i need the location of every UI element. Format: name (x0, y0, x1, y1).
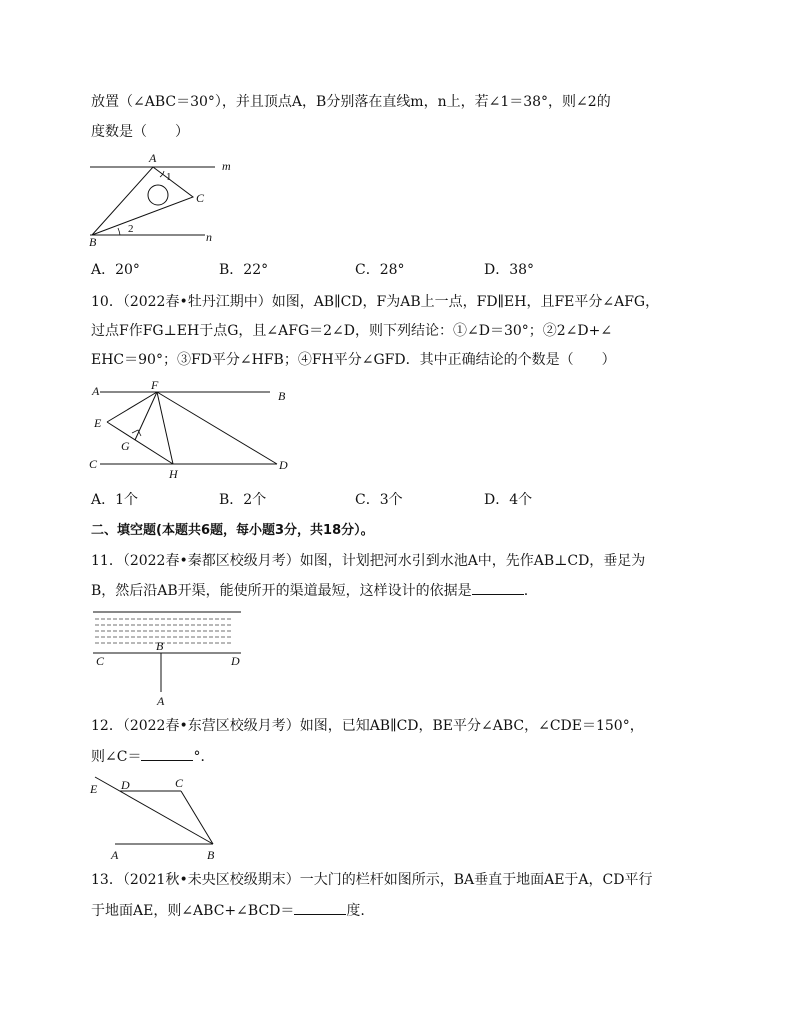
q10-label-C: C (89, 457, 98, 471)
q9-label-n: n (206, 230, 212, 244)
q10-label-A: A (92, 384, 100, 398)
q13-answer-blank[interactable] (294, 900, 346, 915)
q10-label-H: H (169, 467, 178, 481)
q12-text-line2-prefix: 则∠C＝ (91, 749, 142, 765)
q9-option-c[interactable]: C．28° (355, 262, 405, 278)
q13-text-line2-suffix: 度. (346, 903, 365, 919)
q9-label-A: A (149, 151, 157, 165)
q12-label-C: C (175, 776, 184, 790)
q11-text-line2-prefix: B，然后沿AB开渠，能使所开的渠道最短，这样设计的依据是 (91, 583, 472, 599)
q10-label-G: G (121, 439, 130, 453)
q10-text-line1: 10．（2022春•牡丹江期中）如图，AB∥CD，F为AB上一点，FD∥EH，且FE平分∠AFG， (91, 294, 660, 310)
q10-option-a[interactable]: A．1个 (91, 492, 139, 508)
q10-label-F: F (151, 378, 159, 392)
q11-label-D: D (231, 654, 240, 668)
q10-option-c[interactable]: C．3个 (355, 492, 403, 508)
q10-option-d[interactable]: D．4个 (484, 492, 533, 508)
q13-text-line2-prefix: 于地面AE，则∠ABC+∠BCD＝ (91, 903, 295, 919)
q10-option-b[interactable]: B．2个 (219, 492, 267, 508)
q12-label-A: A (111, 848, 119, 862)
q10-text-line2: 过点F作FG⊥EH于点G，且∠AFG＝2∠D，则下列结论：①∠D＝30°；②2∠D+∠ (91, 323, 613, 339)
q11-figure (85, 608, 255, 708)
q11-answer-blank[interactable] (472, 580, 524, 595)
q9-option-b[interactable]: B．22° (219, 262, 269, 278)
q10-label-D: D (279, 458, 288, 472)
q10-label-E: E (94, 416, 102, 430)
q12-label-B: B (207, 848, 215, 862)
section-heading-fill-in: 二、填空题(本题共6题，每小题3分，共18分）。 (91, 523, 374, 538)
q13-text-line1: 13．（2021秋•未央区校级期末）一大门的栏杆如图所示，BA垂直于地面AE于A，CD平行 (91, 872, 653, 888)
q12-answer-blank[interactable] (141, 746, 193, 761)
q11-text-line1: 11．（2022春•秦都区校级月考）如图，计划把河水引到水池A中，先作AB⊥CD，垂足为 (91, 553, 646, 569)
q13-text-line2 (91, 900, 365, 921)
q9-figure (80, 150, 250, 250)
q9-label-C: C (196, 191, 205, 205)
q9-label-1: 1 (166, 171, 172, 183)
q11-text-line2 (91, 580, 528, 601)
q12-text-line2-suffix: °． (193, 749, 215, 765)
q9-label-B: B (89, 235, 97, 249)
q11-text-line2-suffix: . (523, 583, 529, 599)
q12-label-E: E (90, 782, 98, 796)
q9-option-d[interactable]: D．38° (484, 262, 535, 278)
q9-option-a[interactable]: A．20° (91, 262, 140, 278)
q10-label-B: B (278, 389, 286, 403)
q10-text-line3: EHC＝90°；③FD平分∠HFB；④FH平分∠GFD．其中正确结论的个数是（ ） (91, 352, 616, 368)
q12-text-line2 (91, 746, 214, 767)
q11-label-B: B (156, 639, 164, 653)
q10-figure (85, 378, 295, 481)
q11-label-A: A (157, 694, 165, 708)
q12-figure (85, 772, 235, 867)
q9-text-line1: 放置（∠ABC＝30°），并且顶点A，B分别落在直线m，n上，若∠1＝38°，则∠2的 (91, 94, 611, 110)
q9-text-line2: 度数是（ ） (91, 124, 189, 140)
q9-label-2: 2 (128, 223, 134, 235)
q9-label-m: m (222, 159, 231, 173)
q12-text-line1: 12．（2022春•东营区校级月考）如图，已知AB∥CD，BE平分∠ABC，∠CDE＝150°， (91, 718, 644, 734)
q12-label-D: D (121, 778, 130, 792)
q11-label-C: C (96, 654, 105, 668)
